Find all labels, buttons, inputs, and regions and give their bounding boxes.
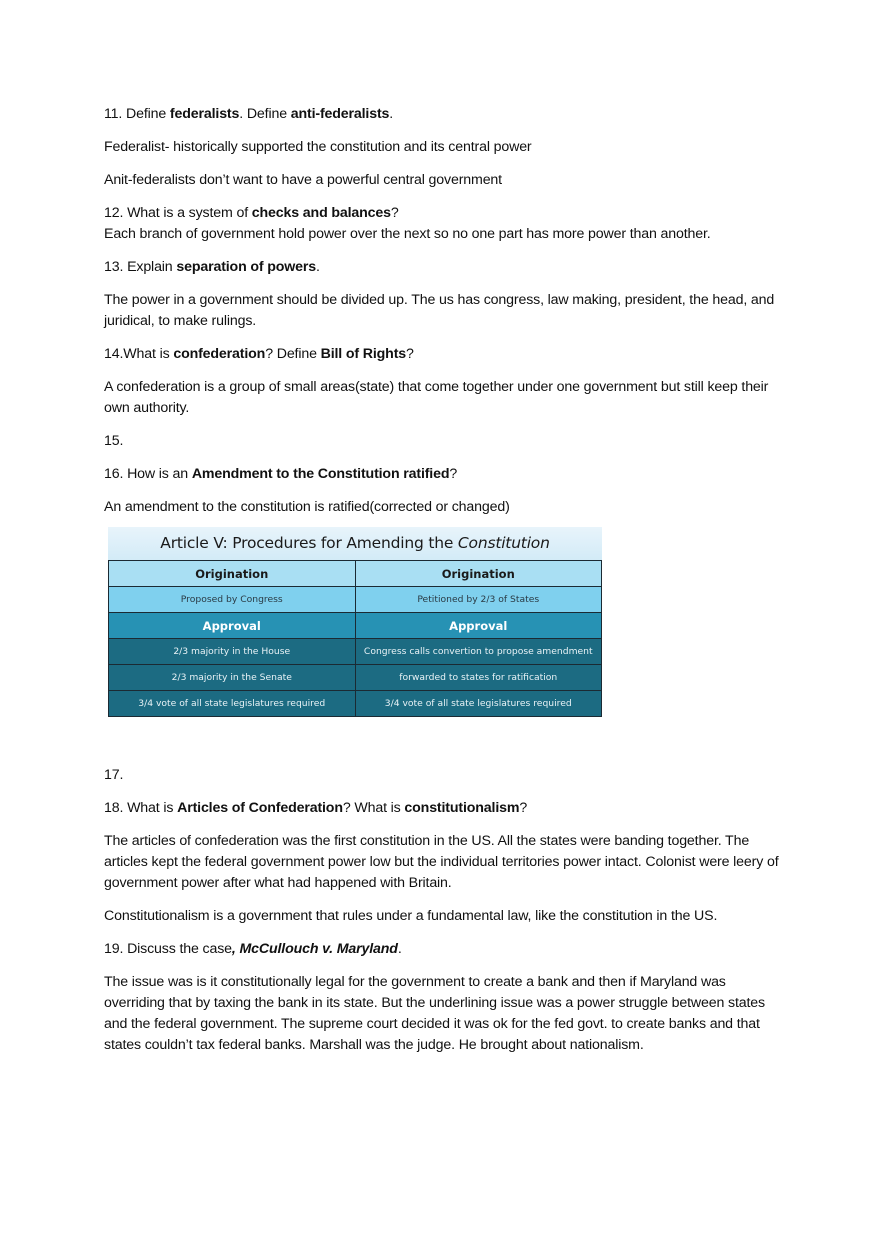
answer-16: An amendment to the constitution is ratified(corrected or changed)	[104, 499, 510, 515]
term-mcculloch-v-maryland: , McCullouch v. Maryland	[231, 941, 398, 957]
article-v-figure	[108, 527, 602, 729]
table-cell: 3/4 vote of all state legislatures required	[355, 691, 602, 717]
answer-11-anti-federalist: Anit-federalists don’t want to have a powerful central government	[104, 172, 502, 188]
answer-18-articles: The articles of confederation was the first constitution in the US. All the states were banding together. The articles kept the federal government power low but the individual territories power intact. Colonist were leery of government power after what had happened with Britain.	[104, 833, 779, 891]
question-17: 17.	[104, 767, 124, 783]
table-row-approval-header	[109, 613, 602, 639]
table-row	[109, 587, 602, 613]
answer-12: Each branch of government hold power over the next so no one part has more power than another.	[104, 226, 711, 242]
question-13: 13. Explain separation of powers.	[104, 259, 320, 275]
table-row	[109, 639, 602, 665]
table-cell: Petitioned by 2/3 of States	[355, 587, 602, 613]
table-cell: 2/3 majority in the House	[109, 639, 356, 665]
amendment-procedures-table	[108, 560, 602, 717]
answer-14: A confederation is a group of small areas(state) that come together under one government but still keep their own authority.	[104, 379, 769, 416]
term-separation-of-powers: separation of powers	[176, 259, 317, 275]
term-confederation: confederation	[173, 346, 266, 362]
term-anti-federalists: anti-federalists	[290, 106, 390, 122]
table-cell: Approval	[355, 613, 602, 639]
question-11: 11. Define federalists. Define anti-federalists.	[104, 106, 394, 122]
term-checks-and-balances: checks and balances	[251, 205, 391, 221]
table-row	[109, 665, 602, 691]
answer-11-federalist: Federalist- historically supported the constitution and its central power	[104, 139, 532, 155]
table-cell: Approval	[109, 613, 356, 639]
question-12: 12. What is a system of checks and balances?	[104, 205, 399, 221]
answer-19: The issue was is it constitutionally legal for the government to create a bank and then if Maryland was overriding that by taxing the bank in its state. But the underlining issue was a power struggle between states and the federal government. The supreme court decided it was ok for the fed govt. to create banks and that states couldn’t tax federal banks. Marshall was the judge. He brought about nationalism.	[104, 974, 765, 1053]
question-16: 16. How is an Amendment to the Constitution ratified?	[104, 466, 458, 482]
table-cell: 2/3 majority in the Senate	[109, 665, 356, 691]
figure-title: Article V: Procedures for Amending the Constitution	[108, 527, 602, 560]
question-19: 19. Discuss the case, McCullouch v. Maryland.	[104, 941, 402, 957]
table-row	[109, 691, 602, 717]
table-cell: Proposed by Congress	[109, 587, 356, 613]
table-cell: Congress calls convertion to propose amendment	[355, 639, 602, 665]
answer-13: The power in a government should be divided up. The us has congress, law making, president, the head, and juridical, to make rulings.	[104, 292, 775, 329]
table-cell: Origination	[355, 561, 602, 587]
question-14: 14.What is confederation? Define Bill of Rights?	[104, 346, 414, 362]
table-cell: 3/4 vote of all state legislatures required	[109, 691, 356, 717]
table-row-origination-header	[109, 561, 602, 587]
term-bill-of-rights: Bill of Rights	[320, 346, 407, 362]
term-amendment-ratified: Amendment to the Constitution ratified	[191, 466, 450, 482]
term-articles-of-confederation: Articles of Confederation	[177, 800, 343, 816]
question-15: 15.	[104, 433, 124, 449]
term-constitutionalism: constitutionalism	[404, 800, 520, 816]
term-federalists: federalists	[169, 106, 240, 122]
question-18: 18. What is Articles of Confederation? What is constitutionalism?	[104, 800, 528, 816]
table-cell: Origination	[109, 561, 356, 587]
answer-18-constitutionalism: Constitutionalism is a government that rules under a fundamental law, like the constitution in the US.	[104, 908, 718, 924]
table-cell: forwarded to states for ratification	[355, 665, 602, 691]
